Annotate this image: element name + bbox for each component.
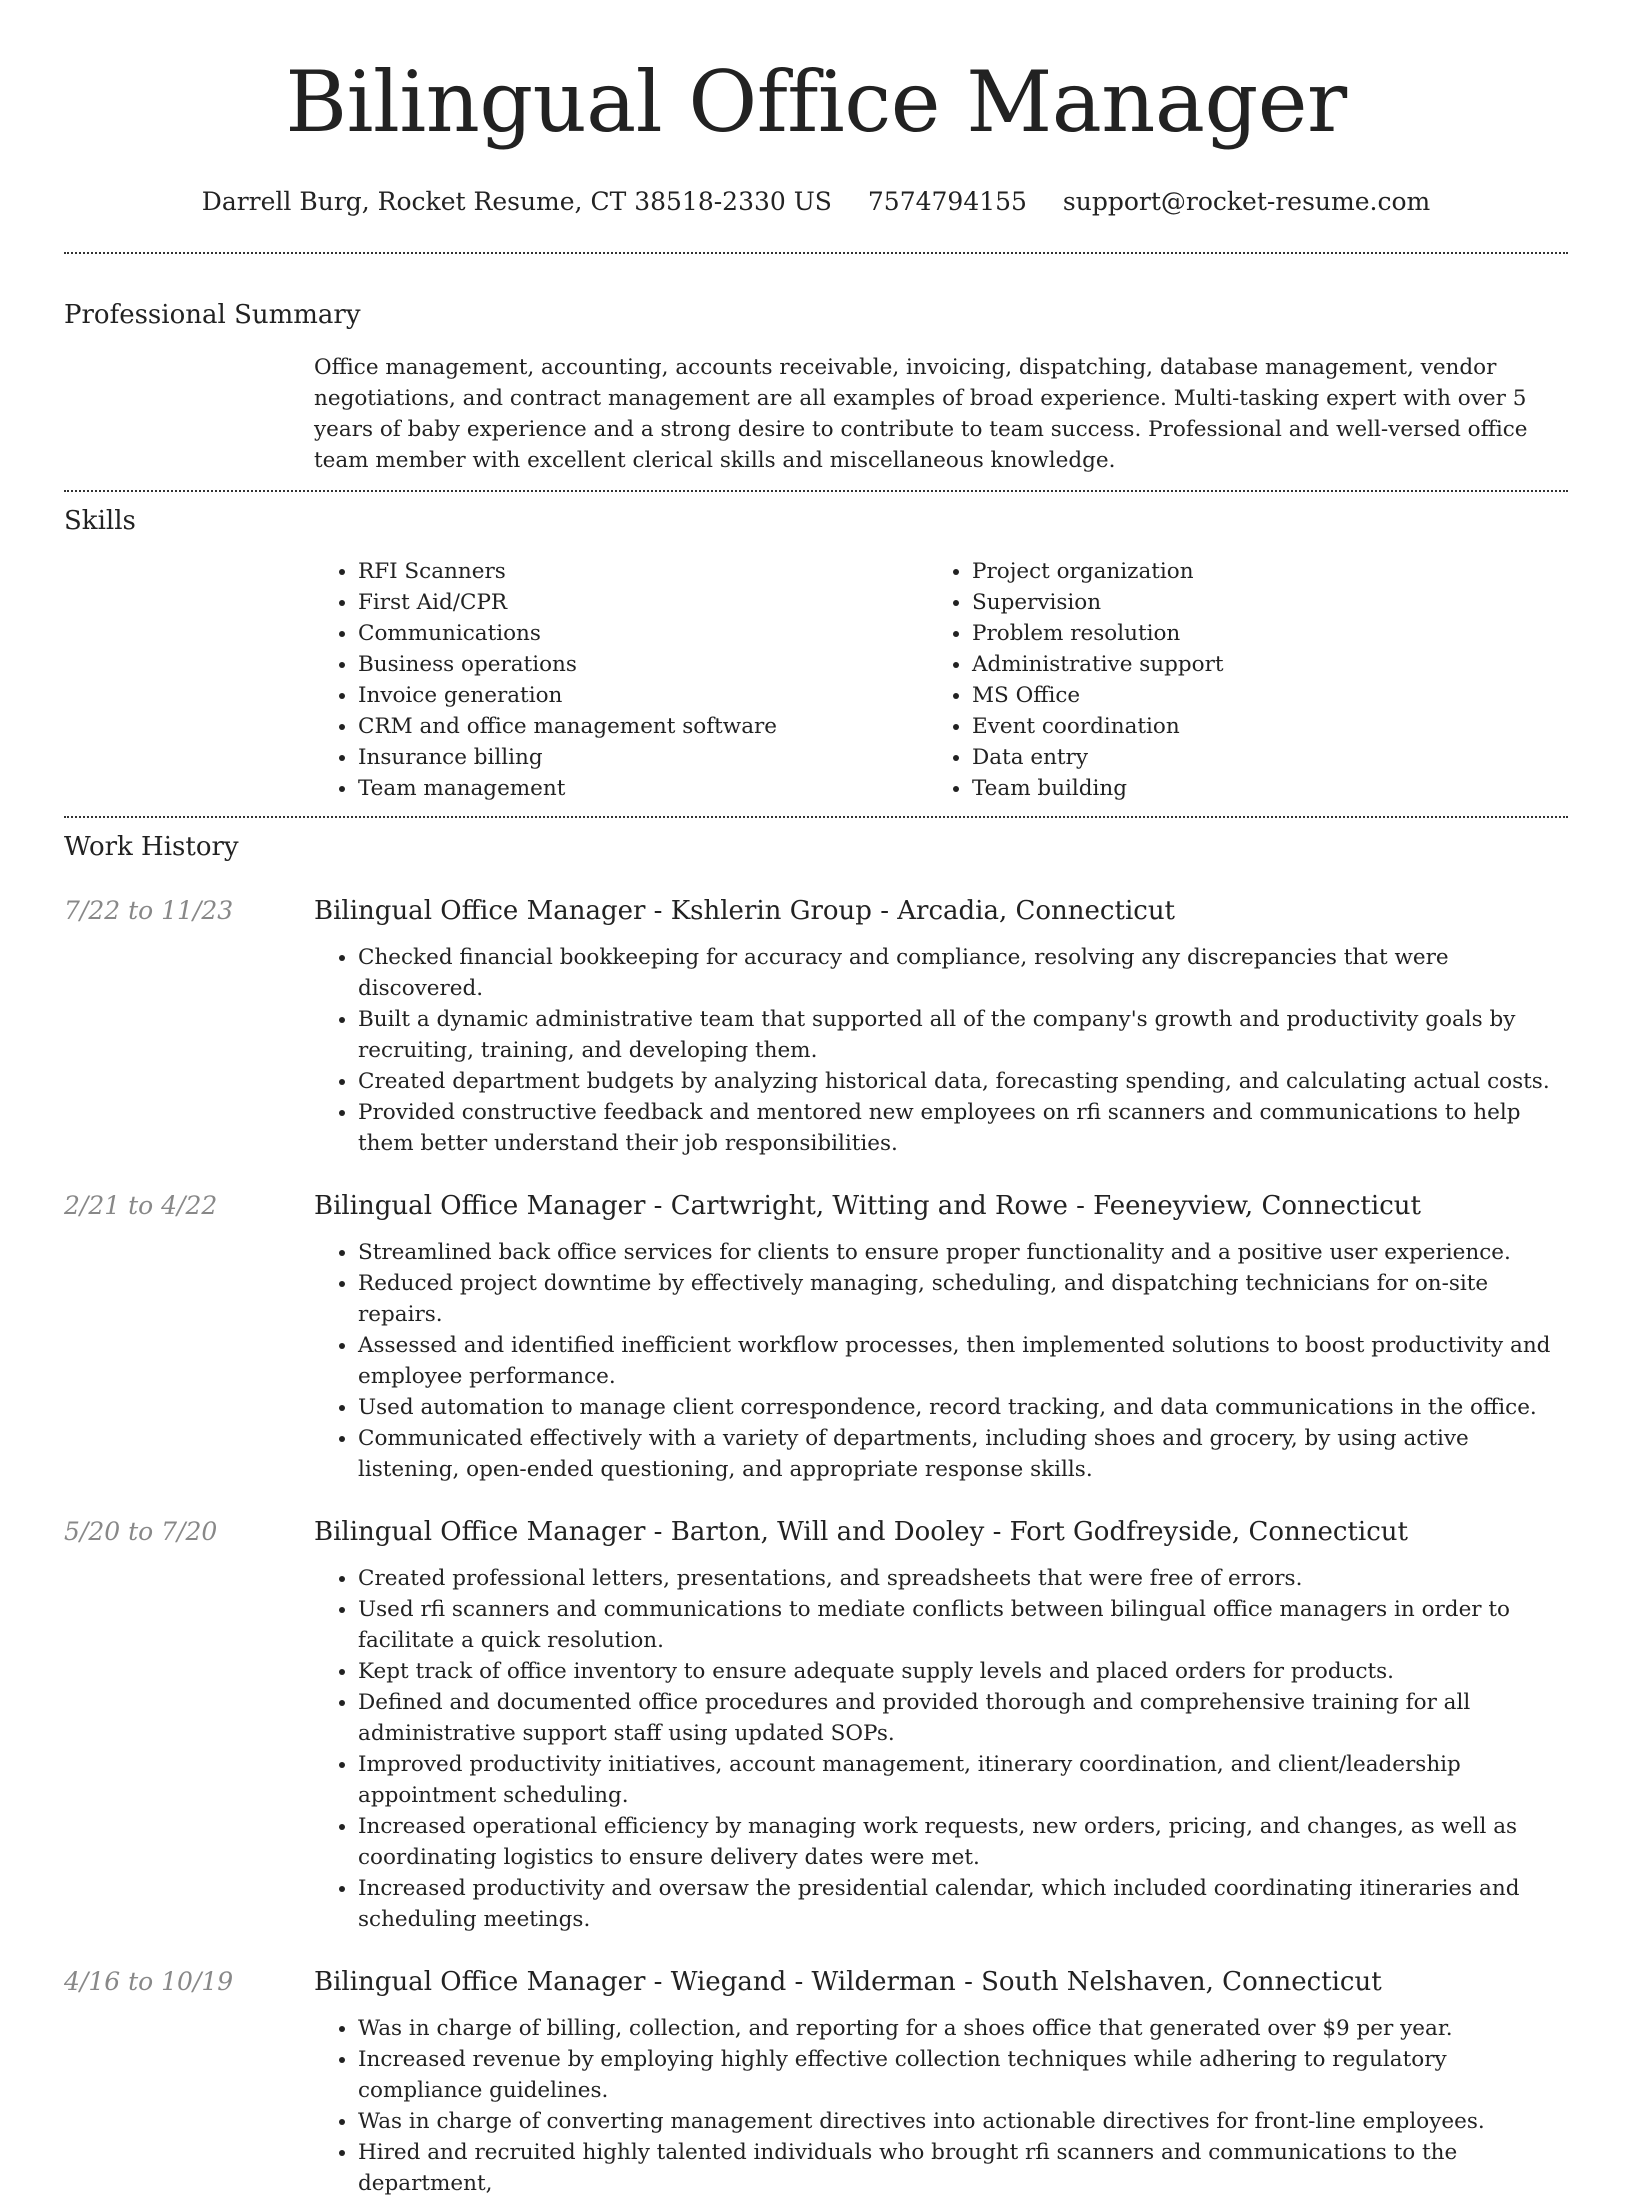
work-history-section bbox=[64, 830, 1568, 2199]
job-bullet: • Reduced project downtime by effectively managing, scheduling, and dispatching technicians for on-site repairs. bbox=[358, 1268, 1568, 1330]
job-bullets bbox=[314, 942, 1568, 1159]
skill-item: • Business operations bbox=[358, 649, 928, 680]
job-bullets bbox=[314, 1563, 1568, 1935]
job-bullet: • Was in charge of billing, collection, and reporting for a shoes office that generated over $9 per year. bbox=[358, 2013, 1568, 2044]
skill-item: • Invoice generation bbox=[358, 680, 928, 711]
job-bullet: • Created professional letters, presentations, and spreadsheets that were free of errors. bbox=[358, 1563, 1568, 1594]
job-entry bbox=[64, 894, 1568, 1159]
skill-item: • Supervision bbox=[972, 587, 1542, 618]
divider bbox=[64, 816, 1568, 818]
job-title: Bilingual Office Manager - Wiegand - Wilderman - South Nelshaven, Connecticut bbox=[314, 1967, 1382, 1997]
job-bullet: • Increased operational efficiency by managing work requests, new orders, pricing, and changes, as well as coordinating logistics to ensure delivery dates were met. bbox=[358, 1811, 1568, 1873]
summary-text: Office management, accounting, accounts receivable, invoicing, dispatching, database management, vendor negotiations, and contract management are all examples of broad experience. Multi-tasking expert with over 5 years of baby experience and a strong desire to contribute to team success. Professional and well-versed office team member with excellent clerical skills and miscellaneous knowledge. bbox=[314, 355, 1528, 473]
skill-item: • Data entry bbox=[972, 742, 1542, 773]
job-dates: 7/22 to 11/23 bbox=[64, 896, 234, 925]
skill-item: • Administrative support bbox=[972, 649, 1542, 680]
resume-title: Bilingual Office Manager bbox=[285, 53, 1347, 151]
skills-list-left bbox=[314, 556, 928, 804]
skill-item: • Communications bbox=[358, 618, 928, 649]
skill-item: • Team management bbox=[358, 773, 928, 804]
contact-line bbox=[64, 186, 1568, 218]
skills-list-right bbox=[928, 556, 1542, 804]
section-heading-summary: Professional Summary bbox=[64, 300, 361, 330]
skill-item: • CRM and office management software bbox=[358, 711, 928, 742]
skills-grid bbox=[314, 556, 1568, 816]
section-heading-work: Work History bbox=[64, 832, 239, 862]
job-dates: 4/16 to 10/19 bbox=[64, 1967, 234, 1996]
skill-item: • Problem resolution bbox=[972, 618, 1542, 649]
job-bullet: • Checked financial bookkeeping for accuracy and compliance, resolving any discrepancies that were discovered. bbox=[358, 942, 1568, 1004]
job-bullet: • Improved productivity initiatives, account management, itinerary coordination, and client/leadership appointment scheduling. bbox=[358, 1749, 1568, 1811]
skill-item: • Team building bbox=[972, 773, 1542, 804]
job-entry bbox=[64, 1515, 1568, 1935]
job-bullet: • Built a dynamic administrative team that supported all of the company's growth and productivity goals by recruiting, training, and developing them. bbox=[358, 1004, 1568, 1066]
job-bullet: • Communicated effectively with a variety of departments, including shoes and grocery, by using active listening, open-ended questioning, and appropriate response skills. bbox=[358, 1423, 1568, 1485]
contact-email[interactable]: support@rocket-resume.com bbox=[1062, 187, 1431, 216]
skill-item: • Insurance billing bbox=[358, 742, 928, 773]
skill-item: • Event coordination bbox=[972, 711, 1542, 742]
job-bullet: • Kept track of office inventory to ensure adequate supply levels and placed orders for products. bbox=[358, 1656, 1568, 1687]
job-bullet: • Used rfi scanners and communications to mediate conflicts between bilingual office managers in order to facilitate a quick resolution. bbox=[358, 1594, 1568, 1656]
job-title: Bilingual Office Manager - Barton, Will and Dooley - Fort Godfreyside, Connecticut bbox=[314, 1517, 1408, 1547]
professional-summary-section bbox=[64, 298, 1568, 490]
job-bullet: • Hired and recruited highly talented individuals who brought rfi scanners and communications to the department, bbox=[358, 2137, 1568, 2199]
job-dates: 5/20 to 7/20 bbox=[64, 1517, 218, 1546]
job-dates: 2/21 to 4/22 bbox=[64, 1191, 218, 1220]
skill-item: • RFI Scanners bbox=[358, 556, 928, 587]
job-bullets bbox=[314, 2013, 1568, 2199]
job-entry bbox=[64, 1189, 1568, 1485]
job-bullet: • Used automation to manage client correspondence, record tracking, and data communications in the office. bbox=[358, 1392, 1568, 1423]
divider bbox=[64, 490, 1568, 492]
job-bullet: • Provided constructive feedback and mentored new employees on rfi scanners and communications to help them better understand their job responsibilities. bbox=[358, 1097, 1568, 1159]
job-title: Bilingual Office Manager - Kshlerin Group - Arcadia, Connecticut bbox=[314, 896, 1176, 926]
skill-item: • MS Office bbox=[972, 680, 1542, 711]
resume-page bbox=[64, 0, 1568, 2199]
job-bullet: • Created department budgets by analyzing historical data, forecasting spending, and calculating actual costs. bbox=[358, 1066, 1568, 1097]
skill-item: • First Aid/CPR bbox=[358, 587, 928, 618]
job-bullet: • Was in charge of converting management directives into actionable directives for front-line employees. bbox=[358, 2106, 1568, 2137]
job-bullets bbox=[314, 1237, 1568, 1485]
job-title: Bilingual Office Manager - Cartwright, Witting and Rowe - Feeneyview, Connecticut bbox=[314, 1191, 1421, 1221]
skills-section bbox=[64, 504, 1568, 816]
contact-phone: 7574794155 bbox=[867, 187, 1027, 216]
section-heading-skills: Skills bbox=[64, 506, 136, 536]
job-bullet: • Assessed and identified inefficient workflow processes, then implemented solutions to boost productivity and employee performance. bbox=[358, 1330, 1568, 1392]
job-entry bbox=[64, 1965, 1568, 2199]
skill-item: • Project organization bbox=[972, 556, 1542, 587]
job-bullet: • Increased productivity and oversaw the presidential calendar, which included coordinating itineraries and scheduling meetings. bbox=[358, 1873, 1568, 1935]
contact-address: Darrell Burg, Rocket Resume, CT 38518-2330 US bbox=[201, 187, 832, 216]
job-bullet: • Streamlined back office services for clients to ensure proper functionality and a positive user experience. bbox=[358, 1237, 1568, 1268]
divider bbox=[64, 252, 1568, 254]
job-bullet: • Increased revenue by employing highly effective collection techniques while adhering to regulatory compliance guidelines. bbox=[358, 2044, 1568, 2106]
job-bullet: • Defined and documented office procedures and provided thorough and comprehensive training for all administrative support staff using updated SOPs. bbox=[358, 1687, 1568, 1749]
